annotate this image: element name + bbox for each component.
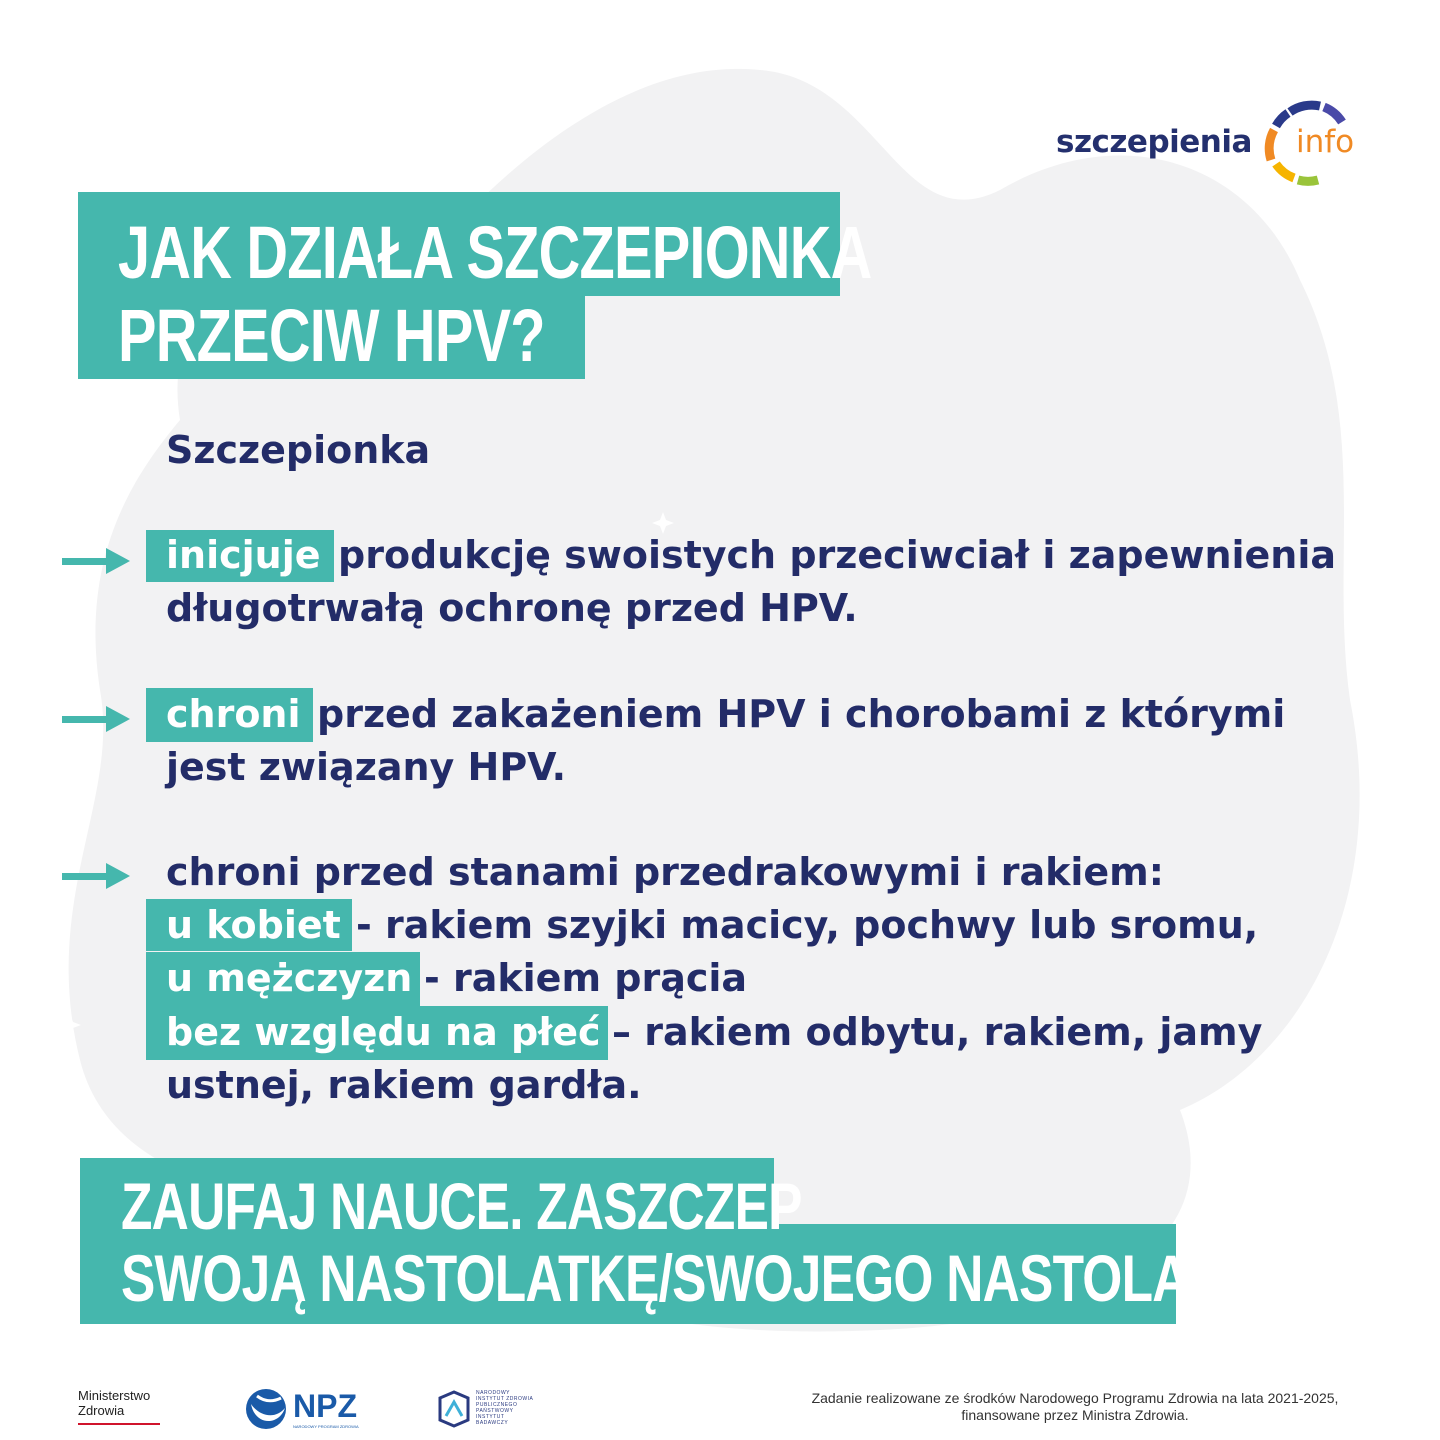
ministry-flag-line — [78, 1423, 160, 1425]
sub-highlight-men: u mężczyzn — [166, 956, 413, 1000]
nizp-logo[interactable] — [436, 1390, 534, 1432]
szczepienia-info-logo[interactable] — [1056, 100, 1376, 190]
funding-disclaimer — [770, 1390, 1380, 1424]
sub-text-women: - rakiem szyjki macicy, pochwy lub sromu, — [356, 903, 1259, 947]
logo-word: szczepienia — [1056, 124, 1252, 160]
bullet3-text: chroni przed stanami przedrakowymi i rakiem: — [166, 850, 1164, 894]
arrow-right-icon — [60, 860, 132, 892]
bullet1-text-line2: długotrwałą ochronę przed HPV. — [166, 586, 858, 630]
npz-subtitle: NARODOWY PROGRAM ZDROWIA — [293, 1424, 359, 1429]
intro-text: Szczepionka — [166, 428, 431, 472]
disclaimer-line2: finansowane przez Ministra Zdrowia. — [961, 1407, 1189, 1423]
npz-name: NPZ — [293, 1388, 357, 1424]
bullet2-text-line2: jest związany HPV. — [166, 745, 567, 789]
sub-highlight-all: bez względu na płeć — [166, 1010, 601, 1054]
cta-line2: SWOJĄ NASTOLATKĘ/SWOJEGO NASTOLATKA. — [121, 1241, 1302, 1315]
bullet1-highlight: inicjuje — [166, 533, 321, 577]
npz-logo[interactable] — [243, 1386, 359, 1436]
disclaimer-line1: Zadanie realizowane ze środków Narodowego Programu Zdrowia na lata 2021-2025, — [811, 1390, 1339, 1406]
nizp-text: NARODOWY INSTYTUT ZDROWIA PUBLICZNEGO PAŃSTWOWY INSTYTUT BADAWCZY — [476, 1390, 534, 1426]
npz-globe-icon — [243, 1386, 289, 1432]
arrow-right-icon — [60, 703, 132, 735]
nizp-emblem-icon — [436, 1390, 472, 1428]
ministry-line2: Zdrowia — [78, 1403, 125, 1418]
bullet1-text: produkcję swoistych przeciwciał i zapewnienia — [338, 533, 1337, 577]
ministry-of-health-logo[interactable] — [78, 1388, 162, 1425]
sub-text-men: - rakiem prącia — [424, 956, 748, 1000]
bullet3-last-line: ustnej, rakiem gardła. — [166, 1063, 642, 1107]
page-title-line2: PRZECIW HPV? — [118, 294, 545, 377]
sub-text-all: – rakiem odbytu, rakiem, jamy — [612, 1010, 1263, 1054]
cta-line1: ZAUFAJ NAUCE. ZASZCZEP — [121, 1169, 802, 1243]
ministry-line1: Ministerstwo — [78, 1388, 151, 1403]
arrow-right-icon — [60, 545, 132, 577]
logo-info: info — [1296, 124, 1355, 160]
bullet2-highlight: chroni — [166, 692, 301, 736]
bullet2-text: przed zakażeniem HPV i chorobami z którymi — [317, 692, 1286, 736]
page-title-line1: JAK DZIAŁA SZCZEPIONKA — [118, 211, 872, 294]
sub-highlight-women: u kobiet — [166, 903, 341, 947]
